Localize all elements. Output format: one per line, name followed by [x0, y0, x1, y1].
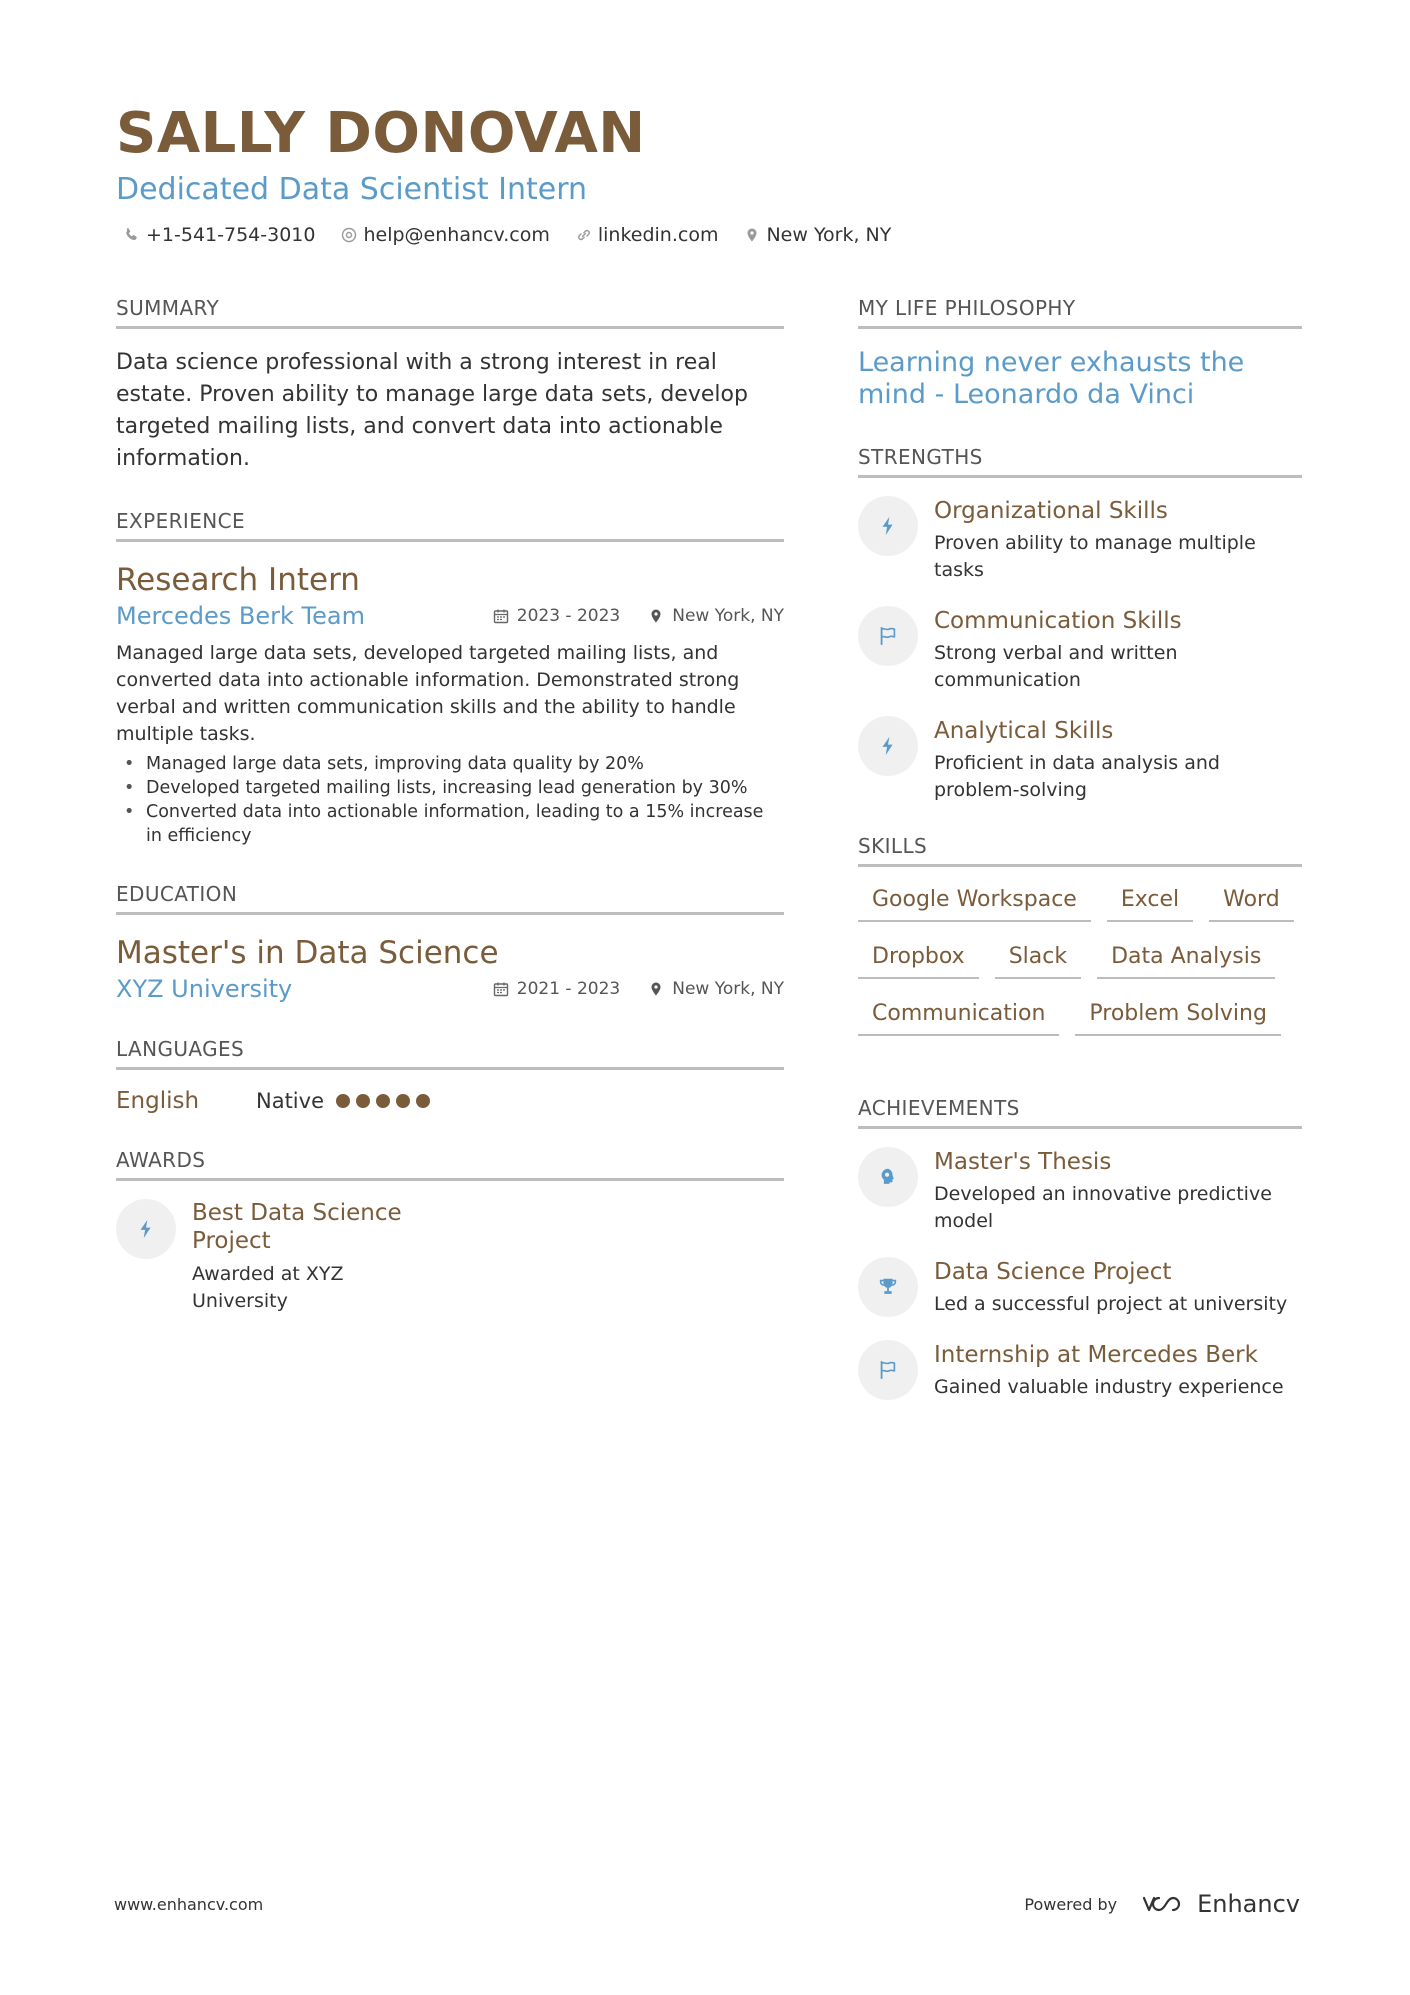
achievements-heading: ACHIEVEMENTS [858, 1096, 1302, 1129]
list-item: • Developed targeted mailing lists, increasing lead generation by 30% [124, 776, 784, 800]
strength-description: Proven ability to manage multiple tasks [934, 532, 1256, 581]
location-pin-icon [744, 227, 760, 243]
strength-item [858, 606, 1302, 694]
summary-heading: SUMMARY [116, 296, 784, 329]
education-dates [493, 979, 620, 999]
bolt-icon [877, 735, 899, 757]
awards-heading: AWARDS [116, 1148, 784, 1181]
contact-location [744, 224, 891, 246]
bolt-icon [877, 515, 899, 537]
experience-company: Mercedes Berk Team [116, 602, 365, 630]
location-pin-icon [648, 981, 664, 997]
language-level: Native [256, 1089, 324, 1113]
strength-description: Proficient in data analysis and problem-solving [934, 752, 1220, 801]
skill-tag: Word [1209, 885, 1294, 922]
experience-location-text: New York, NY [672, 606, 784, 626]
resume-header [116, 100, 1316, 246]
education-degree: Master's in Data Science [116, 935, 499, 971]
skill-tag: Slack [995, 942, 1081, 979]
contact-linkedin[interactable] [576, 224, 719, 246]
email-text: help@enhancv.com [363, 224, 550, 246]
trophy-icon [877, 1276, 899, 1298]
award-item [116, 1199, 784, 1315]
footer-site-link[interactable]: www.enhancv.com [114, 1894, 264, 1914]
candidate-name: SALLY DONOVAN [116, 101, 646, 166]
rating-dot [356, 1094, 370, 1108]
experience-meta-row [116, 602, 784, 630]
experience-description: Managed large data sets, developed targeted mailing lists, and converted data into actionable information. Demonstrated strong verbal and written communication skills and the ability to handle multiple tasks. [116, 642, 740, 745]
award-description: Awarded at XYZ University [192, 1263, 344, 1312]
phone-icon [124, 227, 140, 243]
strength-description: Strong verbal and written communication [934, 642, 1178, 691]
achievement-title: Data Science Project [934, 1259, 1172, 1285]
enhancv-logo[interactable] [1141, 1890, 1300, 1918]
skill-tag: Dropbox [858, 942, 979, 979]
rating-dot [416, 1094, 430, 1108]
award-icon-wrap [116, 1199, 176, 1259]
skill-tag: Excel [1107, 885, 1193, 922]
strength-title: Analytical Skills [934, 718, 1114, 744]
flag-icon [877, 1359, 899, 1381]
education-heading: EDUCATION [116, 882, 784, 915]
skills-section [858, 834, 1302, 1036]
summary-text: Data science professional with a strong interest in real estate. Proven ability to manage large data sets, develop targeted mailing lists, and convert data into actionable information. [116, 350, 748, 471]
at-icon [341, 227, 357, 243]
location-pin-icon [648, 608, 664, 624]
enhancv-logo-icon [1141, 1892, 1187, 1916]
achievement-item [858, 1147, 1302, 1235]
powered-by-label: Powered by [1024, 1894, 1118, 1914]
achievement-icon-wrap [858, 1147, 918, 1207]
awards-section [116, 1148, 784, 1315]
education-meta-row [116, 975, 784, 1003]
languages-section [116, 1037, 784, 1114]
education-meta [493, 979, 784, 999]
page-footer [114, 1890, 1300, 1918]
right-column [858, 296, 1302, 1435]
achievement-item [858, 1257, 1302, 1318]
language-name: English [116, 1088, 200, 1114]
link-icon [576, 227, 592, 243]
skill-tag: Data Analysis [1097, 942, 1275, 979]
achievement-item [858, 1340, 1302, 1401]
experience-heading: EXPERIENCE [116, 509, 784, 542]
list-item: • Managed large data sets, improving data quality by 20% [124, 752, 784, 776]
philosophy-heading: MY LIFE PHILOSOPHY [858, 296, 1302, 329]
achievement-description: Developed an innovative predictive model [934, 1183, 1272, 1232]
strengths-section [858, 445, 1302, 804]
achievement-icon-wrap [858, 1257, 918, 1317]
philosophy-section [858, 296, 1302, 411]
location-text: New York, NY [766, 224, 892, 246]
rating-dot [336, 1094, 350, 1108]
bolt-icon [135, 1218, 157, 1240]
skills-list [858, 885, 1298, 1036]
experience-role: Research Intern [116, 562, 360, 598]
achievement-icon-wrap [858, 1340, 918, 1400]
linkedin-text: linkedin.com [597, 224, 719, 246]
calendar-icon [493, 608, 509, 624]
education-dates-text: 2021 - 2023 [516, 979, 621, 999]
languages-heading: LANGUAGES [116, 1037, 784, 1070]
strength-title: Communication Skills [934, 608, 1182, 634]
contact-email[interactable] [341, 224, 549, 246]
experience-dates-text: 2023 - 2023 [516, 606, 621, 626]
strength-icon-wrap [858, 496, 918, 556]
left-column [116, 296, 784, 1349]
summary-section [116, 296, 784, 475]
skills-heading: SKILLS [858, 834, 1302, 867]
calendar-icon [493, 981, 509, 997]
education-location-text: New York, NY [672, 979, 784, 999]
experience-dates [493, 606, 620, 626]
brand-name: Enhancv [1197, 1890, 1300, 1918]
award-title: Best Data Science Project [192, 1200, 402, 1254]
experience-section [116, 509, 784, 848]
list-item: • Converted data into actionable information, leading to a 15% increase in efficiency [124, 800, 784, 848]
philosophy-quote: Learning never exhausts the mind - Leonardo da Vinci [858, 347, 1245, 410]
achievements-section [858, 1096, 1302, 1401]
strength-icon-wrap [858, 606, 918, 666]
strength-icon-wrap [858, 716, 918, 776]
strength-title: Organizational Skills [934, 498, 1168, 524]
flag-icon [877, 625, 899, 647]
brain-icon [877, 1166, 899, 1188]
skill-tag: Google Workspace [858, 885, 1091, 922]
phone-text: +1-541-754-3010 [146, 224, 316, 246]
strength-item [858, 496, 1302, 584]
education-school: XYZ University [116, 975, 293, 1003]
achievement-description: Gained valuable industry experience [934, 1376, 1284, 1398]
rating-dot [396, 1094, 410, 1108]
achievement-description: Led a successful project at university [934, 1293, 1288, 1315]
achievement-title: Internship at Mercedes Berk [934, 1342, 1258, 1368]
skill-tag: Problem Solving [1075, 999, 1281, 1036]
skill-tag: Communication [858, 999, 1059, 1036]
education-section [116, 882, 784, 1003]
achievement-title: Master's Thesis [934, 1149, 1112, 1175]
language-row [116, 1088, 784, 1114]
strengths-heading: STRENGTHS [858, 445, 1302, 478]
experience-meta [493, 606, 784, 626]
experience-bullets [116, 752, 784, 848]
education-location [648, 979, 784, 999]
powered-by [1024, 1890, 1300, 1918]
language-rating [336, 1094, 430, 1108]
experience-location [648, 606, 784, 626]
candidate-title: Dedicated Data Scientist Intern [116, 172, 588, 207]
contact-bar [116, 224, 1316, 246]
rating-dot [376, 1094, 390, 1108]
contact-phone [124, 224, 315, 246]
strength-item [858, 716, 1302, 804]
